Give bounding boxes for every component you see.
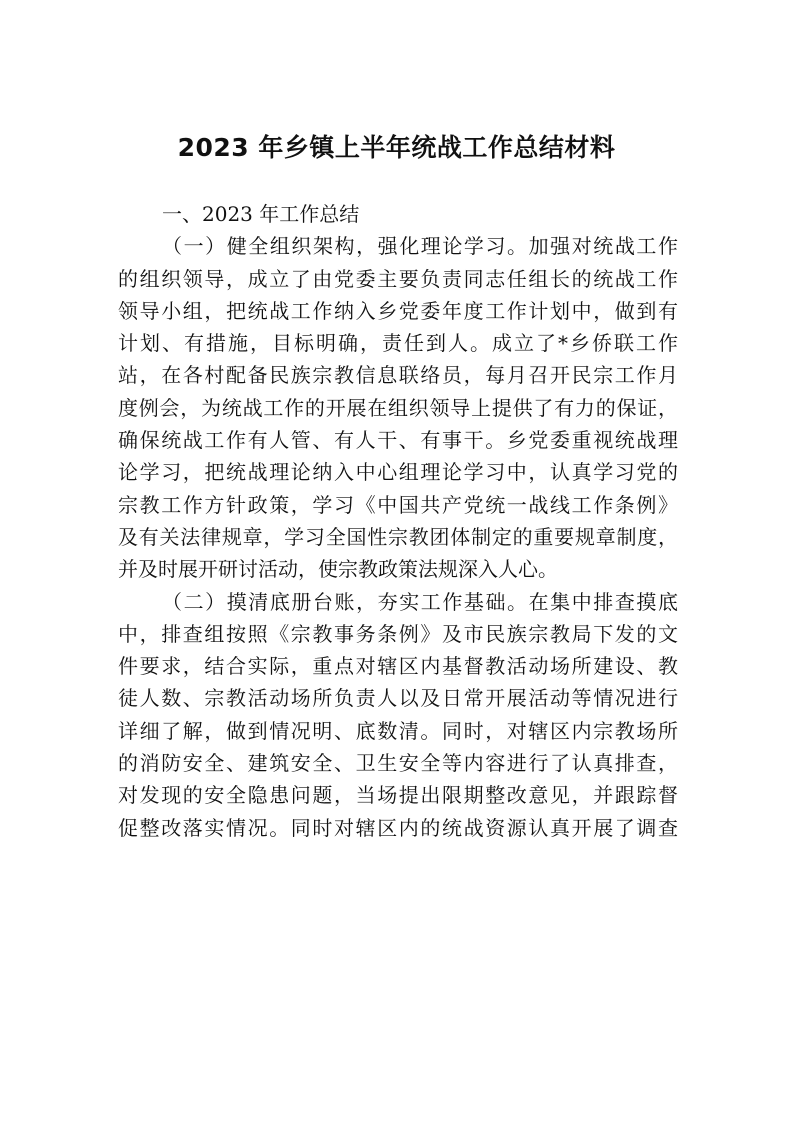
paragraph-1 (118, 230, 678, 585)
document-body (118, 198, 678, 844)
paragraph-line: 计划、有措施，目标明确，责任到人。成立了*乡侨联工作 (118, 331, 678, 356)
paragraph-line: 中，排查组按照《宗教事务条例》及市民族宗教局下发的文 (118, 621, 678, 646)
paragraph-line: 对发现的安全隐患问题，当场提出限期整改意见，并跟踪督 (118, 783, 678, 808)
paragraph-line: 的消防安全、建筑安全、卫生安全等内容进行了认真排查， (118, 751, 678, 776)
section-heading: 一、2023 年工作总结 (162, 202, 360, 226)
paragraph-line: 徒人数、宗教活动场所负责人以及日常开展活动等情况进行 (118, 686, 678, 711)
paragraph-line: 详细了解，做到情况明、底数清。同时，对辖区内宗教场所 (118, 718, 678, 743)
paragraph-line: 促整改落实情况。同时对辖区内的统战资源认真开展了调查 (118, 815, 678, 840)
paragraph-line: 领导小组，把统战工作纳入乡党委年度工作计划中，做到有 (118, 298, 678, 323)
paragraph-line: 度例会，为统战工作的开展在组织领导上提供了有力的保证， (118, 395, 678, 420)
document-title: 2023 年乡镇上半年统战工作总结材料 (177, 133, 616, 162)
paragraph-line: 件要求，结合实际，重点对辖区内基督教活动场所建设、教 (118, 654, 678, 679)
paragraph-line: 的组织领导，成立了由党委主要负责同志任组长的统战工作 (118, 266, 678, 291)
paragraph-line: 宗教工作方针政策，学习《中国共产党统一战线工作条例》 (118, 492, 678, 517)
paragraph-line: 站，在各村配备民族宗教信息联络员，每月召开民宗工作月 (118, 363, 678, 388)
paragraph-line: （一）健全组织架构，强化理论学习。加强对统战工作 (162, 234, 678, 259)
paragraph-line: 及有关法律规章，学习全国性宗教团体制定的重要规章制度， (118, 524, 678, 549)
paragraph-line: 论学习，把统战理论纳入中心组理论学习中，认真学习党的 (118, 460, 678, 485)
paragraph-2 (118, 586, 678, 844)
paragraph-line: 确保统战工作有人管、有人干、有事干。乡党委重视统战理 (118, 428, 678, 453)
paragraph-line: （二）摸清底册台账，夯实工作基础。在集中排查摸底 (162, 589, 678, 614)
paragraph-line: 并及时展开研讨活动，使宗教政策法规深入人心。 (118, 557, 558, 582)
